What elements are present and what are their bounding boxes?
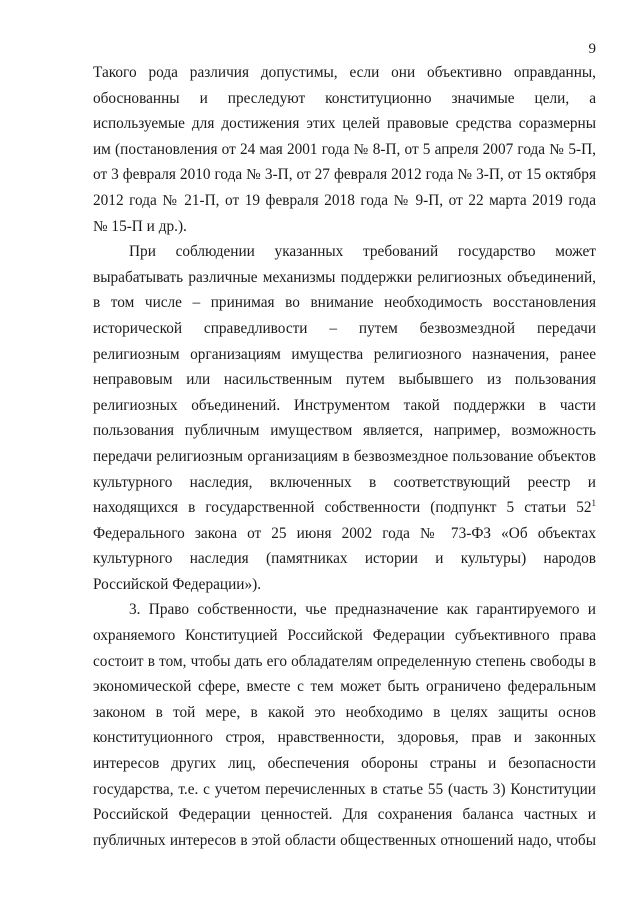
- text-line: пользования публичным имуществом является, например, возможность: [93, 422, 596, 440]
- paragraph-1: [93, 60, 596, 239]
- text-line: публичных интересов в этой области общественных отношений надо, чтобы: [93, 831, 596, 849]
- text-line: законом в той мере, в какой это необходимо в целях защиты основ: [93, 703, 596, 721]
- text-line: государства, т.е. с учетом перечисленных в статье 55 (часть 3) Конституции: [93, 780, 596, 798]
- text-line: При соблюдении указанных требований государство может: [129, 243, 596, 261]
- text-line: Федерального закона от 25 июня 2002 года № 73-ФЗ «Об объектах: [93, 524, 596, 542]
- text-line: от 3 февраля 2010 года № 3-П, от 27 февраля 2012 года № 3-П, от 15 октября: [93, 166, 596, 184]
- text-line: передачи религиозным организациям в безвозмездное пользование объектов: [93, 447, 596, 465]
- text-line: находящихся в государственной собственности (подпункт 5 статьи 52: [93, 499, 592, 517]
- text-line: конституционного строя, нравственности, здоровья, прав и законных: [93, 729, 596, 747]
- page-number: 9: [588, 41, 596, 57]
- text-line: вырабатывать различные механизмы поддержки религиозных объединений,: [93, 268, 596, 286]
- text-line: религиозным организациям имущества религиозного назначения, ранее: [93, 345, 596, 363]
- text-line: обоснованны и преследуют конституционно значимые цели, а: [93, 89, 596, 107]
- document-body: [93, 60, 596, 853]
- text-line: Такого рода различия допустимы, если они объективно оправданны,: [93, 64, 596, 81]
- text-line: экономической сфере, вместе с тем может быть ограничено федеральным: [93, 678, 596, 696]
- superscript-marker: 1: [591, 498, 596, 509]
- text-line: интересов других лиц, обеспечения обороны страны и безопасности: [93, 755, 596, 773]
- text-line: 2012 года № 21-П, от 19 февраля 2018 года № 9-П, от 22 марта 2019 года: [93, 191, 596, 209]
- text-line: религиозных объединений. Инструментом такой поддержки в части: [93, 396, 596, 414]
- paragraph-2: [93, 239, 596, 597]
- text-line: им (постановления от 24 мая 2001 года № 8-П, от 5 апреля 2007 года № 5-П,: [93, 140, 596, 158]
- text-line: 3. Право собственности, чье предназначение как гарантируемого и: [129, 601, 596, 619]
- text-line: используемые для достижения этих целей правовые средства соразмерны: [93, 115, 596, 133]
- text-line: культурного наследия, включенных в соответствующий реестр и: [93, 473, 596, 491]
- text-line: исторической справедливости – путем безвозмездной передачи: [93, 319, 596, 337]
- text-line: № 15-П и др.).: [93, 217, 187, 235]
- text-line: Российской Федерации»).: [93, 575, 262, 593]
- paragraph-3: [93, 597, 596, 853]
- text-line: Российской Федерации ценностей. Для сохранения баланса частных и: [93, 806, 596, 824]
- text-line-with-footnote: [93, 495, 596, 521]
- text-line: культурного наследия (памятниках истории и культуры) народов: [93, 550, 596, 568]
- text-line: неправовым или насильственным путем выбывшего из пользования: [93, 371, 596, 389]
- text-line: охраняемого Конституцией Российской Федерации субъективного права: [93, 627, 596, 645]
- text-line: в том числе – принимая во внимание необходимость восстановления: [93, 294, 596, 312]
- text-line: состоит в том, чтобы дать его обладателям определенную степень свободы в: [93, 652, 596, 670]
